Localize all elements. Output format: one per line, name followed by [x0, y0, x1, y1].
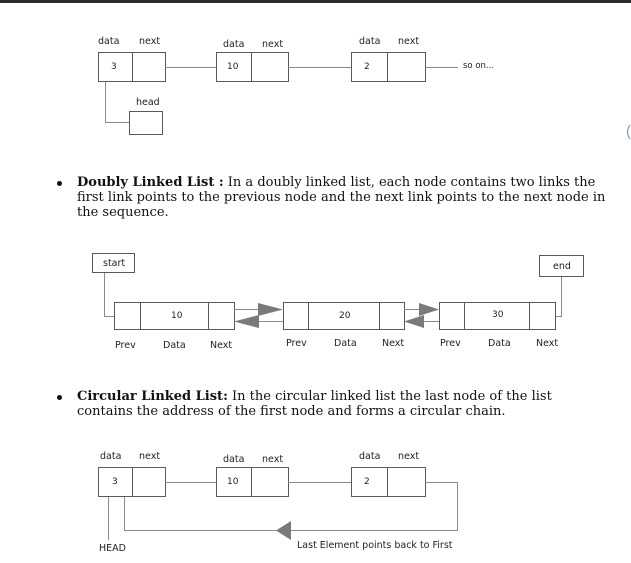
- circular-node-1-next-box: [133, 468, 166, 497]
- circular-back-label: Last Element points back to First: [297, 540, 453, 551]
- singly-node-3-next-label: next: [398, 36, 420, 47]
- circular-node-3-next-label: next: [398, 451, 420, 462]
- doubly-node-3-prev-label: Prev: [440, 338, 461, 349]
- circular-node-1-value: 3: [112, 477, 118, 487]
- circular-node-3-next-box: [388, 468, 426, 497]
- circular-node-2-value: 10: [227, 477, 239, 487]
- doubly-node-2-prev-label: Prev: [286, 338, 307, 349]
- doubly-start-label: start: [103, 258, 126, 269]
- singly-node-2-next-label: next: [262, 39, 284, 50]
- doubly-description: In a doubly linked list, each node contains two links the first link points to the previous node and the next link points to the next node in the sequence.: [77, 175, 606, 220]
- singly-node-2-data-label: data: [223, 39, 245, 50]
- singly-node-1-value: 3: [111, 62, 117, 72]
- circular-node-1-data-label: data: [100, 451, 122, 462]
- doubly-node-3-data-label: Data: [488, 338, 511, 349]
- circular-node-2-next-label: next: [262, 454, 284, 465]
- page-edge-mark: [622, 124, 631, 140]
- doubly-node-1-prev-label: Prev: [115, 340, 136, 351]
- singly-node-1-next-label: next: [139, 36, 161, 47]
- circular-node-3-value: 2: [364, 477, 370, 487]
- singly-node-3-data-label: data: [359, 36, 381, 47]
- singly-node-1-data-label: data: [98, 36, 120, 47]
- circular-node-2-next-box: [252, 468, 289, 497]
- singly-node-3-value: 2: [364, 62, 370, 72]
- doubly-node-1-next-label: Next: [210, 340, 233, 351]
- singly-so-on-label: so on...: [463, 61, 495, 71]
- doubly-node-2-data-label: Data: [334, 338, 357, 349]
- doubly-node-2-value: 20: [339, 311, 351, 321]
- circular-node-2-data-label: data: [223, 454, 245, 465]
- circular-term: Circular Linked List:: [77, 389, 228, 404]
- singly-node-2-value: 10: [227, 62, 239, 72]
- circular-node-3-data-label: data: [359, 451, 381, 462]
- doubly-node-1-value: 10: [171, 311, 183, 321]
- circular-back-arrowhead: [276, 521, 291, 540]
- doubly-term: Doubly Linked List :: [77, 175, 224, 190]
- doubly-end-label: end: [553, 261, 571, 272]
- doubly-node-3-value: 30: [492, 310, 504, 320]
- doubly-node-1-data-label: Data: [163, 340, 186, 351]
- doubly-node-3-next-label: Next: [536, 338, 559, 349]
- circular-head-label: HEAD: [99, 543, 126, 554]
- singly-head-label: head: [136, 97, 160, 108]
- doubly-node-2-next-label: Next: [382, 338, 405, 349]
- circular-description: In the circular linked list the last node of the list contains the address of the first node and forms a circular chain.: [77, 389, 552, 419]
- circular-node-1-next-label: next: [139, 451, 161, 462]
